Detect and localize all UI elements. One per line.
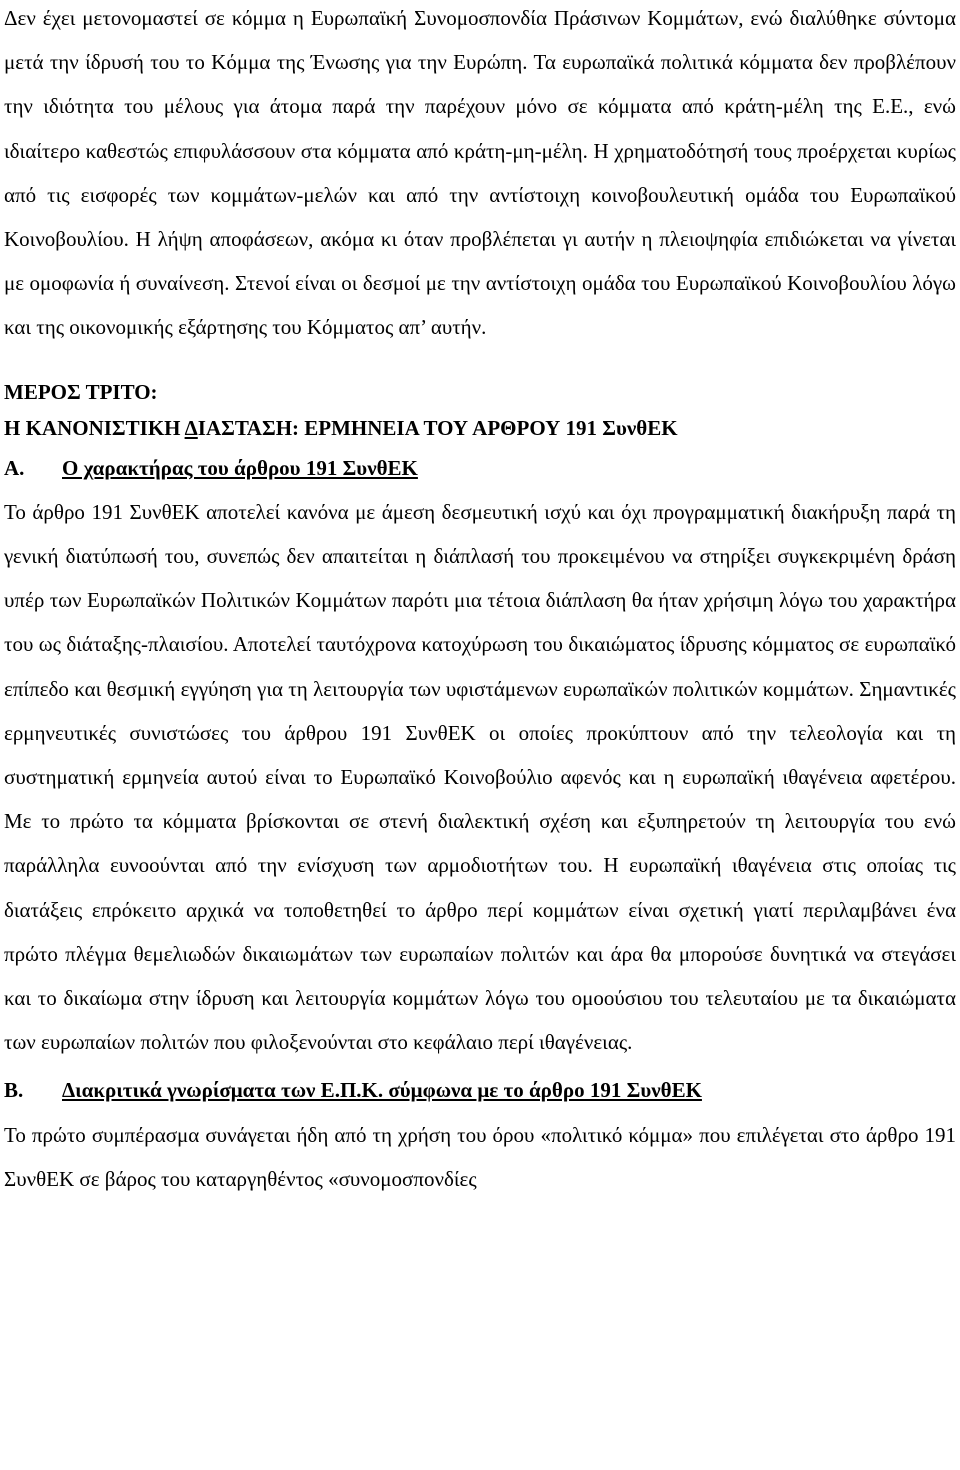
part-subtitle-underlined: Δ xyxy=(184,415,198,440)
part-subtitle-pre: Η ΚΑΝΟΝΙΣΤΙΚΗ xyxy=(4,415,185,440)
part-three-heading-block xyxy=(4,374,956,446)
part-heading: ΜΕΡΟΣ ΤΡΙΤΟ: xyxy=(4,379,158,404)
section-b-heading xyxy=(4,1068,956,1112)
part-subtitle xyxy=(4,410,956,446)
intro-paragraph: Δεν έχει μετονομαστεί σε κόμμα η Ευρωπαϊκή Συνομοσπονδία Πράσινων Κομμάτων, ενώ διαλύθηκε σύντομα μετά την ίδρυσή του το Κόμμα της Ένωσης για την Ευρώπη. Τα ευρωπαϊκά πολιτικά κόμματα δεν προβλέπουν την ιδιότητα του μέλους για άτομα παρά την παρέχουν μόνο σε κόμματα από κράτη-μέλη της Ε.Ε., ενώ ιδιαίτερο καθεστώς επιφυλάσσουν στα κόμματα από κράτη-μη-μέλη. Η χρηματοδότησή τους προέρχεται κυρίως από τις εισφορές των κομμάτων-μελών και από την αντίστοιχη κοινοβουλευτική ομάδα του Ευρωπαϊκού Κοινοβουλίου. Η λήψη αποφάσεων, ακόμα κι όταν προβλέπεται γι αυτήν η πλειοψηφία επιδιώκεται να γίνεται με ομοφωνία ή συναίνεση. Στενοί είναι οι δεσμοί με την αντίστοιχη ομάδα του Ευρωπαϊκού Κοινοβουλίου λόγω και της οικονομικής εξάρτησης του Κόμματος απ’ αυτήν. xyxy=(4,6,956,340)
section-a-heading xyxy=(4,446,956,490)
section-b-paragraph: Το πρώτο συμπέρασμα συνάγεται ήδη από τη χρήση του όρου «πολιτικό κόμμα» που επιλέγεται στο άρθρο 191 ΣυνθΕΚ σε βάρος του καταργηθέντος «συνομοσπονδίες xyxy=(4,1122,956,1191)
section-b-title: Διακριτικά γνωρίσματα των Ε.Π.Κ. σύμφωνα με το άρθρο 191 ΣυνθΕΚ xyxy=(62,1078,702,1103)
part-subtitle-post: ΙΑΣΤΑΣΗ: ΕΡΜΗΝΕΙΑ ΤΟΥ ΑΡΘΡΟΥ 191 ΣυνθΕΚ xyxy=(197,415,678,440)
section-a-letter: Α. xyxy=(4,455,25,480)
section-b-letter: Β. xyxy=(4,1078,24,1103)
section-a-title: Ο χαρακτήρας του άρθρου 191 ΣυνθΕΚ xyxy=(62,455,418,480)
section-a-paragraph: Το άρθρο 191 ΣυνθΕΚ αποτελεί κανόνα με άμεση δεσμευτική ισχύ και όχι προγραμματική διακήρυξη παρά τη γενική διατύπωσή του, συνεπώς δεν απαιτείται η διάπλασή του προκειμένου να στηρίξει συγκεκριμένη δράση υπέρ των Ευρωπαϊκών Πολιτικών Κομμάτων παρότι μια τέτοια διάπλαση θα ήταν χρήσιμη λόγω του χαρακτήρα του ως διάταξης-πλαισίου. Αποτελεί ταυτόχρονα κατοχύρωση του δικαιώματος ίδρυσης κόμματος σε ευρωπαϊκό επίπεδο και θεσμική εγγύηση για τη λειτουργία των υφιστάμενων ευρωπαϊκών πολιτικών κομμάτων. Σημαντικές ερμηνευτικές συνιστώσες του άρθρου 191 ΣυνθΕΚ οι οποίες προκύπτουν από την τελεολογία και τη συστηματική ερμηνεία αυτού είναι το Ευρωπαϊκό Κοινοβούλιο αφενός και η ευρωπαϊκή ιθαγένεια αφετέρου. Με το πρώτο τα κόμματα βρίσκονται σε στενή διαλεκτική σχέση και εξυπηρετούν τη λειτουργία του ενώ παράλληλα ευνοούνται από την ενίσχυση των αρμοδιοτήτων του. Η ευρωπαϊκή ιθαγένεια στις οποίας τις διατάξεις επρόκειτο αρχικά να τοποθετηθεί το άρθρο περί κομμάτων είναι σχετική γιατί περιλαμβάνει ένα πρώτο πλέγμα θεμελιωδών δικαιωμάτων των ευρωπαίων πολιτών και άρα θα μπορούσε δυνητικά να στεγάσει και το δικαίωμα στην ίδρυση και λειτουργία κομμάτων λόγω του ομοούσιου του τελευταίου με τα δικαιώματα των ευρωπαίων πολιτών που φιλοξενούνται στο κεφάλαιο περί ιθαγένειας. xyxy=(4,499,956,1055)
